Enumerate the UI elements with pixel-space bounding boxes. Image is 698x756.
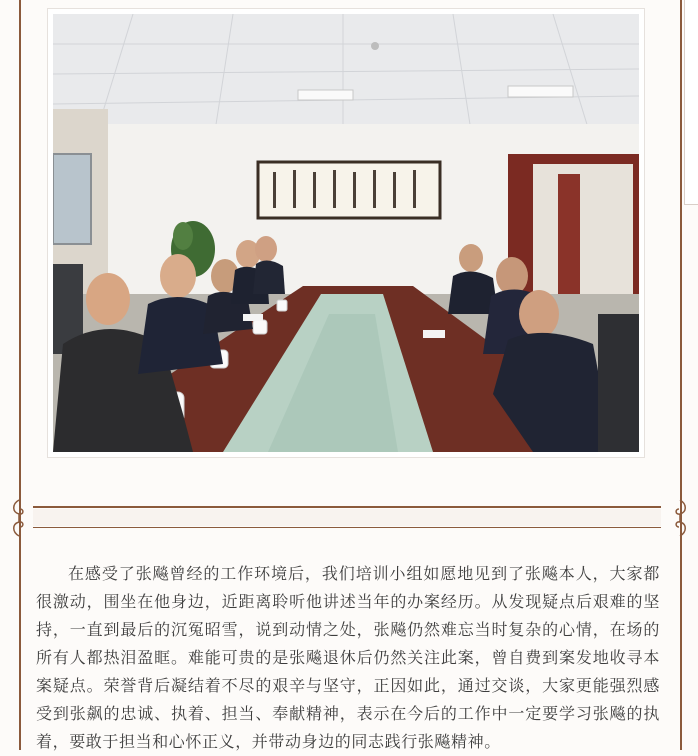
divider-line-top (33, 506, 661, 508)
divider-band (33, 509, 661, 526)
divider-line-bottom (33, 527, 661, 528)
scroll-ornament-icon (670, 498, 690, 538)
article-paragraph: 在感受了张飚曾经的工作环境后，我们培训小组如愿地见到了张飚本人，大家都很激动，围坐在他身边，近距离聆听他讲述当年的办案经历。从发现疑点后艰难的坚持，一直到最后的沉冤昭雪，说到动情之处，张飚仍然难忘当时复杂的心情，在场的所有人都热泪盈眶。难能可贵的是张飚退休后仍然关注此案，曾自费到案发地收寻本案疑点。荣誉背后凝结着不尽的艰辛与坚守，正因如此，通过交谈，大家更能强烈感受到张飙的忠诚、执着、担当、奉献精神，表示在今后的工作中一定要学习张飚的执着，要敢于担当和心怀正义，并带动身边的同志践行张飚精神。 (36, 564, 660, 751)
meeting-photo (53, 14, 639, 452)
right-side-panel (684, 0, 698, 205)
left-frame-line (19, 0, 21, 750)
meeting-photo-frame (47, 8, 645, 458)
right-frame-line (680, 0, 682, 750)
scroll-ornament-icon (9, 498, 29, 538)
